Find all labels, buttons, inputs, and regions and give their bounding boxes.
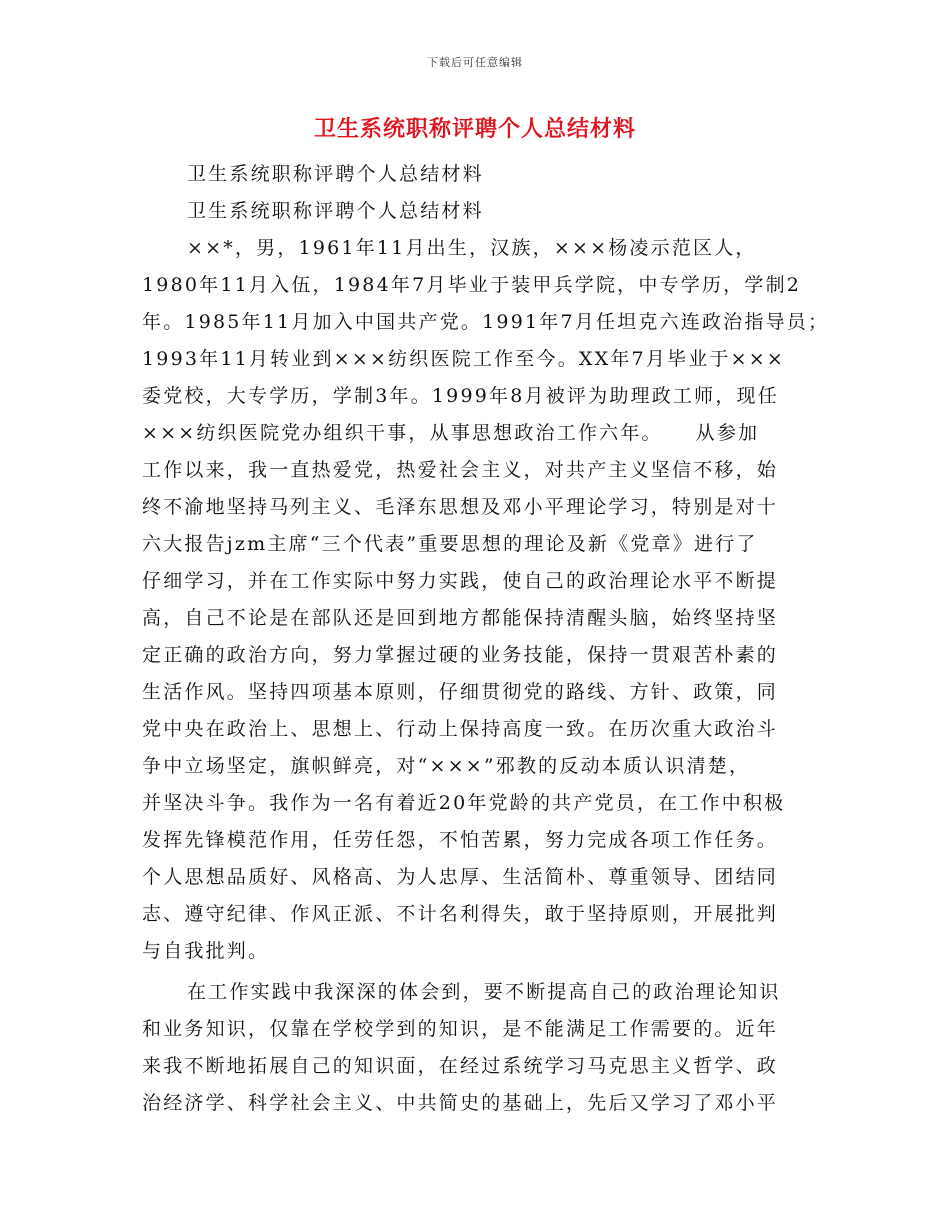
paragraph-2 [142, 974, 810, 1122]
paragraph-line: 1980年11月入伍，1984年7月毕业于装甲兵学院，中专学历，学制2 [142, 274, 802, 296]
paragraph-line: 来我不断地拓展自己的知识面，在经过系统学习马克思主义哲学、政 [142, 1055, 779, 1077]
paragraph-line: 在工作实践中我深深的体会到，要不断提高自己的政治理论知识 [187, 981, 781, 1003]
paragraph-line: 仔细学习，并在工作实际中努力实践，使自己的政治理论水平不断提 [142, 570, 779, 592]
paragraph-line: 生活作风。坚持四项基本原则，仔细贯彻党的路线、方针、政策，同 [142, 681, 779, 703]
paragraph-line: ××*，男，1961年11月出生，汉族，×××杨凌示范区人， [187, 237, 757, 259]
paragraph-1 [142, 230, 830, 970]
paragraph-line: 治经济学、科学社会主义、中共简史的基础上，先后又学习了邓小平 [142, 1092, 779, 1114]
document-body [142, 156, 830, 1122]
paragraph-line: 六大报告jzm主席“三个代表”重要思想的理论及新《党章》进行了 [142, 533, 758, 555]
paragraph-line: 定正确的政治方向，努力掌握过硬的业务技能，保持一贯艰苦朴素的 [142, 644, 779, 666]
paragraph-line: 高，自己不论是在部队还是回到地方都能保持清醒头脑，始终坚持坚 [142, 607, 779, 629]
paragraph-line: 与自我批判。 [142, 940, 270, 962]
paragraph-line: 年。1985年11月加入中国共产党。1991年7月任坦克六连政治指导员； [142, 311, 830, 333]
paragraph-line: 争中立场坚定，旗帜鲜亮，对“×××”邪教的反动本质认识清楚， [142, 755, 751, 777]
paragraph-line: 发挥先锋模范作用，任劳任怨，不怕苦累，努力完成各项工作任务。 [142, 829, 779, 851]
header-note: 下载后可任意编辑 [427, 56, 523, 69]
paragraph-line: 和业务知识，仅靠在学校学到的知识，是不能满足工作需要的。近年 [142, 1018, 779, 1040]
paragraph-line: 并坚决斗争。我作为一名有着近20年党龄的共产党员，在工作中积极 [142, 792, 786, 814]
paragraph-line: 党中央在政治上、思想上、行动上保持高度一致。在历次重大政治斗 [142, 718, 779, 740]
document-title: 卫生系统职称评聘个人总结材料 [313, 117, 636, 142]
subtitle-line: 卫生系统职称评聘个人总结材料 [187, 163, 484, 185]
paragraph-line: 委党校，大专学历，学制3年。1999年8月被评为助理政工师，现任 [142, 385, 779, 407]
paragraph-line: 工作以来，我一直热爱党，热爱社会主义，对共产主义坚信不移，始 [142, 459, 779, 481]
paragraph-line: 终不渝地坚持马列主义、毛泽东思想及邓小平理论学习，特别是对十 [142, 496, 779, 518]
subtitle-line: 卫生系统职称评聘个人总结材料 [187, 200, 484, 222]
paragraph-line: 志、遵守纪律、作风正派、不计名利得失，敢于坚持原则，开展批判 [142, 903, 779, 925]
paragraph-line: 1993年11月转业到×××纺织医院工作至今。XX年7月毕业于××× [142, 348, 785, 370]
paragraph-line: 个人思想品质好、风格高、为人忠厚、生活简朴、尊重领导、团结同 [142, 866, 779, 888]
paragraph-line: ×××纺织医院党办组织干事，从事思想政治工作六年。 从参加 [142, 422, 760, 444]
